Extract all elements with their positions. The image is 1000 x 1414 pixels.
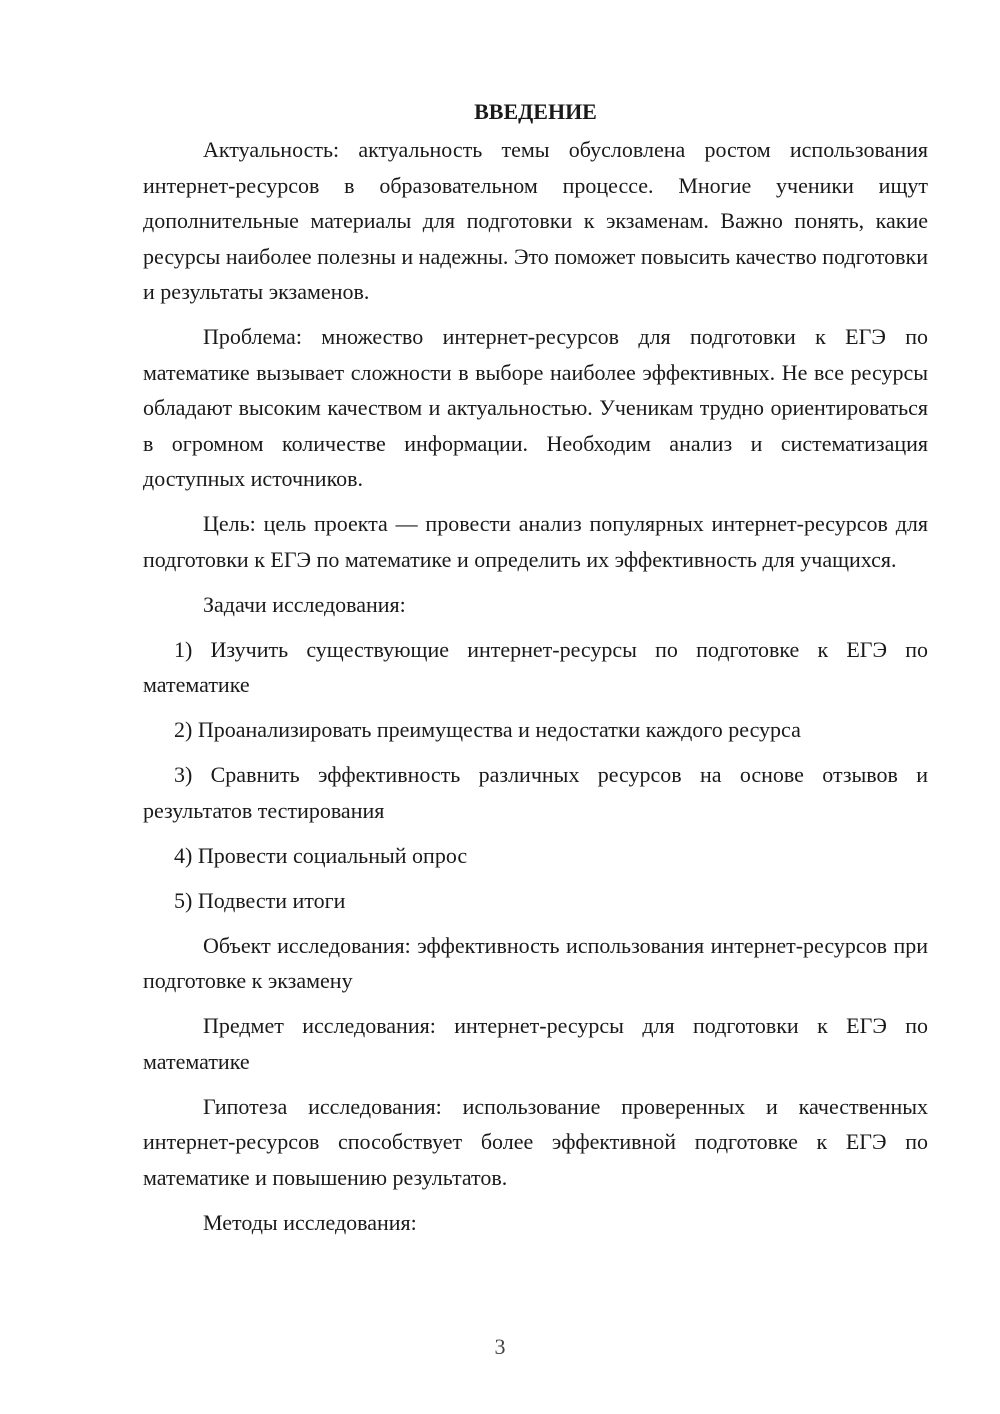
- paragraph-goal: Цель: цель проекта — провести анализ популярных интернет-ресурсов для подготовки к ЕГЭ по математике и определить их эффективность для учащихся.: [143, 511, 928, 572]
- page-number: 3: [494, 1334, 506, 1359]
- paragraph-problem: Проблема: множество интернет-ресурсов для подготовки к ЕГЭ по математике вызывает сложности в выборе наиболее эффективных. Не все ресурсы обладают высоким качеством и актуальностью. Ученикам трудно ориентироваться в огромном количестве информации. Необходим анализ и систематизация доступных источников.: [143, 324, 928, 491]
- paragraph-tasks-intro: Задачи исследования:: [203, 591, 406, 617]
- task-item-4: 4) Провести социальный опрос: [174, 842, 468, 868]
- paragraph-methods: Методы исследования:: [203, 1209, 417, 1235]
- task-item-5: 5) Подвести итоги: [174, 887, 346, 913]
- task-item-2: 2) Проанализировать преимущества и недостатки каждого ресурса: [174, 717, 801, 742]
- paragraph-object: Объект исследования: эффективность использования интернет-ресурсов при подготовке к экзамену: [143, 932, 928, 993]
- section-heading: ВВЕДЕНИЕ: [474, 99, 597, 124]
- task-item-1: 1) Изучить существующие интернет-ресурсы по подготовке к ЕГЭ по математике: [143, 636, 928, 697]
- task-item-3: 3) Сравнить эффективность различных ресурсов на основе отзывов и результатов тестирования: [143, 762, 928, 823]
- paragraph-subject: Предмет исследования: интернет-ресурсы для подготовки к ЕГЭ по математике: [143, 1013, 928, 1074]
- paragraph-relevance: Актуальность: актуальность темы обусловлена ростом использования интернет-ресурсов в образовательном процессе. Многие ученики ищут дополнительные материалы для подготовки к экзаменам. Важно понять, какие ресурсы наиболее полезны и надежны. Это поможет повысить качество подготовки и результаты экзаменов.: [143, 137, 928, 304]
- paragraph-hypothesis: Гипотеза исследования: использование проверенных и качественных интернет-ресурсов способствует более эффективной подготовке к ЕГЭ по математике и повышению результатов.: [143, 1093, 928, 1190]
- page-content: [143, 94, 928, 1250]
